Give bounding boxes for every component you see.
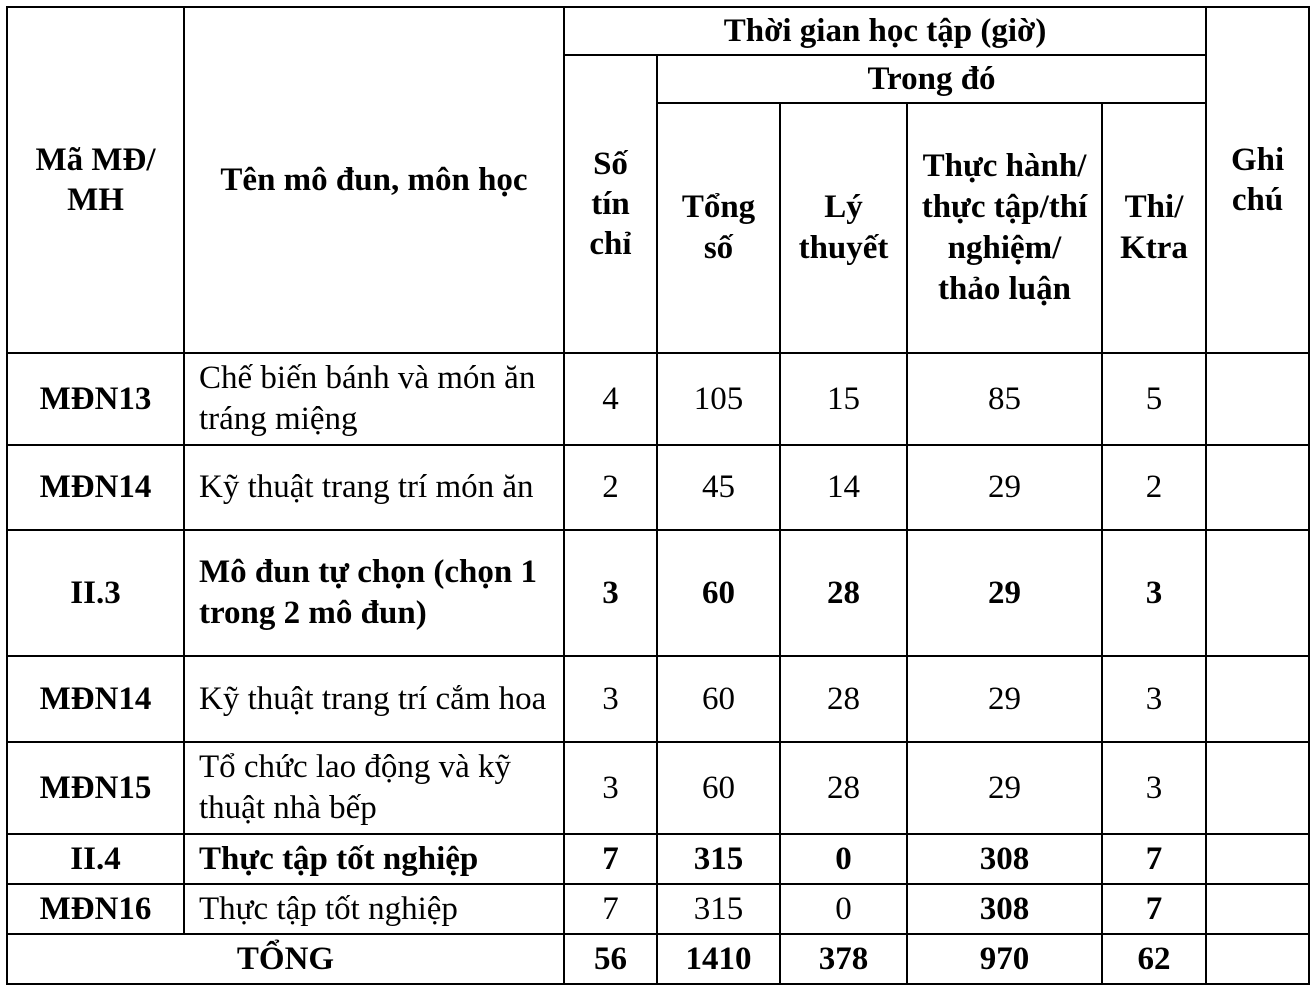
row-practice: 29	[907, 742, 1102, 834]
totals-row	[7, 934, 1309, 984]
row-note	[1206, 884, 1309, 934]
row-credits: 7	[564, 884, 657, 934]
row-exam: 3	[1102, 656, 1206, 742]
header-theory: Lý thuyết	[780, 103, 907, 353]
row-name: Thực tập tốt nghiệp	[184, 834, 564, 884]
row-code: II.3	[7, 530, 184, 656]
row-name: Mô đun tự chọn (chọn 1 trong 2 mô đun)	[184, 530, 564, 656]
row-note	[1206, 530, 1309, 656]
totals-theory: 378	[780, 934, 907, 984]
row-code: MĐN16	[7, 884, 184, 934]
table-row	[7, 353, 1309, 445]
row-total: 105	[657, 353, 780, 445]
row-note	[1206, 445, 1309, 530]
row-theory: 28	[780, 656, 907, 742]
row-total: 45	[657, 445, 780, 530]
row-theory: 28	[780, 742, 907, 834]
header-time-group: Thời gian học tập (giờ)	[564, 7, 1206, 55]
row-practice: 29	[907, 530, 1102, 656]
row-total: 315	[657, 884, 780, 934]
row-exam: 2	[1102, 445, 1206, 530]
row-credits: 4	[564, 353, 657, 445]
row-total: 60	[657, 656, 780, 742]
row-credits: 3	[564, 530, 657, 656]
row-note	[1206, 656, 1309, 742]
header-code: Mã MĐ/ MH	[7, 7, 184, 353]
row-code: MĐN14	[7, 656, 184, 742]
row-credits: 3	[564, 742, 657, 834]
table-row	[7, 656, 1309, 742]
row-practice: 308	[907, 884, 1102, 934]
header-credits: Số tín chỉ	[564, 55, 657, 353]
row-theory: 15	[780, 353, 907, 445]
table-row	[7, 530, 1309, 656]
header-in-which: Trong đó	[657, 55, 1206, 103]
row-credits: 7	[564, 834, 657, 884]
row-code: II.4	[7, 834, 184, 884]
row-practice: 308	[907, 834, 1102, 884]
row-name: Kỹ thuật trang trí món ăn	[184, 445, 564, 530]
table-row	[7, 834, 1309, 884]
header-note: Ghi chú	[1206, 7, 1309, 353]
row-name: Thực tập tốt nghiệp	[184, 884, 564, 934]
row-note	[1206, 834, 1309, 884]
table-row	[7, 884, 1309, 934]
row-exam: 3	[1102, 742, 1206, 834]
row-practice: 29	[907, 656, 1102, 742]
row-code: MĐN13	[7, 353, 184, 445]
totals-credits: 56	[564, 934, 657, 984]
table-row	[7, 445, 1309, 530]
row-name: Kỹ thuật trang trí cắm hoa	[184, 656, 564, 742]
row-note	[1206, 353, 1309, 445]
row-credits: 2	[564, 445, 657, 530]
row-code: MĐN14	[7, 445, 184, 530]
row-name: Tổ chức lao động và kỹ thuật nhà bếp	[184, 742, 564, 834]
totals-label: TỔNG	[7, 934, 564, 984]
totals-note	[1206, 934, 1309, 984]
totals-exam: 62	[1102, 934, 1206, 984]
header-name: Tên mô đun, môn học	[184, 7, 564, 353]
table-row	[7, 742, 1309, 834]
row-theory: 0	[780, 884, 907, 934]
totals-practice: 970	[907, 934, 1102, 984]
row-exam: 7	[1102, 884, 1206, 934]
header-exam: Thi/ Ktra	[1102, 103, 1206, 353]
row-note	[1206, 742, 1309, 834]
row-credits: 3	[564, 656, 657, 742]
header-practice: Thực hành/ thực tập/thí nghiệm/ thảo luận	[907, 103, 1102, 353]
row-theory: 28	[780, 530, 907, 656]
row-exam: 7	[1102, 834, 1206, 884]
row-theory: 0	[780, 834, 907, 884]
row-total: 315	[657, 834, 780, 884]
row-code: MĐN15	[7, 742, 184, 834]
row-practice: 85	[907, 353, 1102, 445]
row-name: Chế biến bánh và món ăn tráng miệng	[184, 353, 564, 445]
row-practice: 29	[907, 445, 1102, 530]
row-exam: 5	[1102, 353, 1206, 445]
curriculum-table	[6, 6, 1310, 985]
row-total: 60	[657, 742, 780, 834]
header-total: Tổng số	[657, 103, 780, 353]
totals-total: 1410	[657, 934, 780, 984]
row-theory: 14	[780, 445, 907, 530]
row-exam: 3	[1102, 530, 1206, 656]
row-total: 60	[657, 530, 780, 656]
